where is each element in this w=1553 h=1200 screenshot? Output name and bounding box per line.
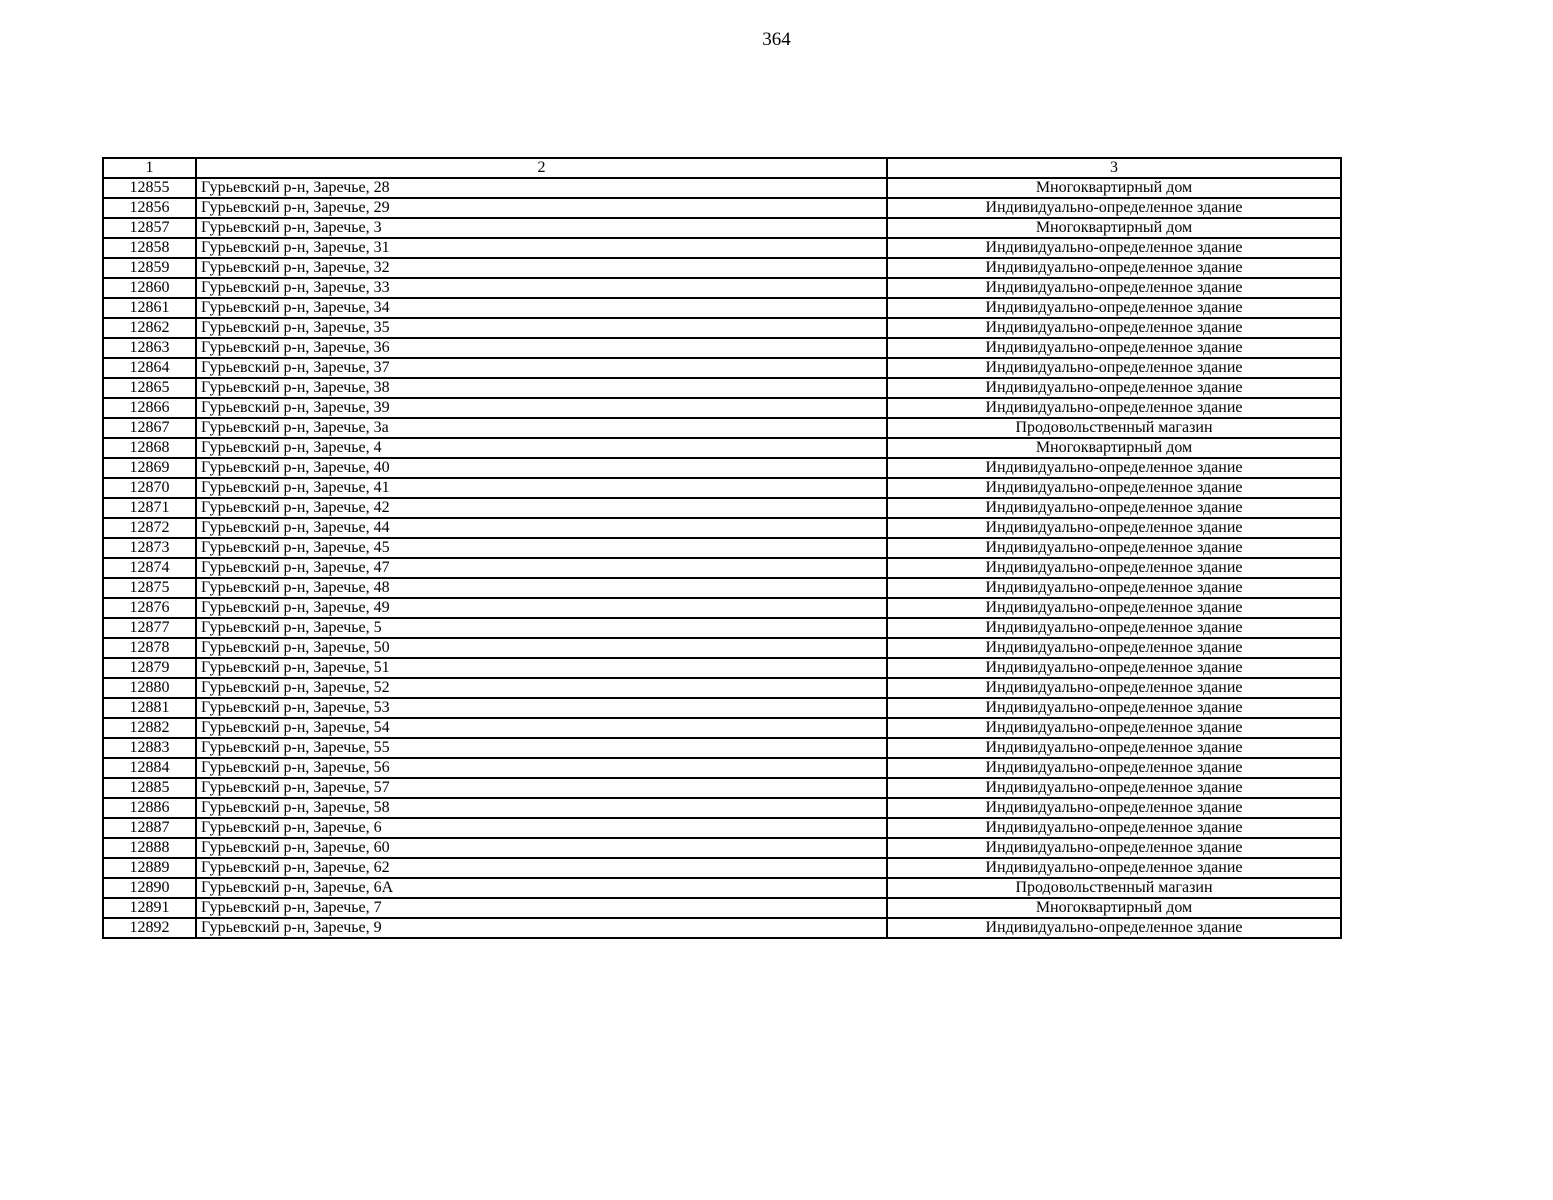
table-row bbox=[103, 478, 1341, 498]
table-row bbox=[103, 698, 1341, 718]
row-number-cell: 12867 bbox=[103, 418, 196, 438]
row-number-cell: 12890 bbox=[103, 878, 196, 898]
address-cell: Гурьевский р-н, Заречье, 31 bbox=[196, 238, 887, 258]
table-row bbox=[103, 898, 1341, 918]
row-number-cell: 12878 bbox=[103, 638, 196, 658]
table-row bbox=[103, 598, 1341, 618]
table-row bbox=[103, 378, 1341, 398]
table-row bbox=[103, 358, 1341, 378]
address-cell: Гурьевский р-н, Заречье, 50 bbox=[196, 638, 887, 658]
building-type-cell: Индивидуально-определенное здание bbox=[887, 318, 1341, 338]
building-type-cell: Индивидуально-определенное здание bbox=[887, 478, 1341, 498]
building-type-cell: Индивидуально-определенное здание bbox=[887, 658, 1341, 678]
table-row bbox=[103, 638, 1341, 658]
table-row bbox=[103, 918, 1341, 938]
address-cell: Гурьевский р-н, Заречье, 36 bbox=[196, 338, 887, 358]
building-type-cell: Индивидуально-определенное здание bbox=[887, 718, 1341, 738]
address-cell: Гурьевский р-н, Заречье, 56 bbox=[196, 758, 887, 778]
building-type-cell: Индивидуально-определенное здание bbox=[887, 678, 1341, 698]
address-cell: Гурьевский р-н, Заречье, 6 bbox=[196, 818, 887, 838]
building-type-cell: Индивидуально-определенное здание bbox=[887, 238, 1341, 258]
table-row bbox=[103, 658, 1341, 678]
building-type-cell: Многоквартирный дом bbox=[887, 438, 1341, 458]
table-row bbox=[103, 818, 1341, 838]
page-number: 364 bbox=[762, 29, 791, 50]
building-type-cell: Индивидуально-определенное здание bbox=[887, 638, 1341, 658]
row-number-cell: 12857 bbox=[103, 218, 196, 238]
column-number-3: 3 bbox=[887, 158, 1341, 178]
row-number-cell: 12884 bbox=[103, 758, 196, 778]
column-number-2: 2 bbox=[196, 158, 887, 178]
row-number-cell: 12861 bbox=[103, 298, 196, 318]
building-type-cell: Индивидуально-определенное здание bbox=[887, 578, 1341, 598]
row-number-cell: 12856 bbox=[103, 198, 196, 218]
row-number-cell: 12860 bbox=[103, 278, 196, 298]
address-cell: Гурьевский р-н, Заречье, 9 bbox=[196, 918, 887, 938]
building-type-cell: Индивидуально-определенное здание bbox=[887, 458, 1341, 478]
building-type-cell: Индивидуально-определенное здание bbox=[887, 758, 1341, 778]
row-number-cell: 12886 bbox=[103, 798, 196, 818]
address-cell: Гурьевский р-н, Заречье, 4 bbox=[196, 438, 887, 458]
table-row bbox=[103, 778, 1341, 798]
building-type-cell: Индивидуально-определенное здание bbox=[887, 498, 1341, 518]
address-cell: Гурьевский р-н, Заречье, 40 bbox=[196, 458, 887, 478]
address-cell: Гурьевский р-н, Заречье, 3 bbox=[196, 218, 887, 238]
address-cell: Гурьевский р-н, Заречье, 54 bbox=[196, 718, 887, 738]
row-number-cell: 12872 bbox=[103, 518, 196, 538]
row-number-cell: 12881 bbox=[103, 698, 196, 718]
registry-table bbox=[102, 157, 1342, 939]
address-cell: Гурьевский р-н, Заречье, 39 bbox=[196, 398, 887, 418]
address-cell: Гурьевский р-н, Заречье, 52 bbox=[196, 678, 887, 698]
row-number-cell: 12874 bbox=[103, 558, 196, 578]
address-cell: Гурьевский р-н, Заречье, 37 bbox=[196, 358, 887, 378]
row-number-cell: 12888 bbox=[103, 838, 196, 858]
address-cell: Гурьевский р-н, Заречье, 44 bbox=[196, 518, 887, 538]
address-cell: Гурьевский р-н, Заречье, 34 bbox=[196, 298, 887, 318]
address-cell: Гурьевский р-н, Заречье, 28 bbox=[196, 178, 887, 198]
address-cell: Гурьевский р-н, Заречье, 3а bbox=[196, 418, 887, 438]
building-type-cell: Индивидуально-определенное здание bbox=[887, 698, 1341, 718]
table-row bbox=[103, 518, 1341, 538]
table-row bbox=[103, 558, 1341, 578]
building-type-cell: Индивидуально-определенное здание bbox=[887, 258, 1341, 278]
address-cell: Гурьевский р-н, Заречье, 51 bbox=[196, 658, 887, 678]
building-type-cell: Индивидуально-определенное здание bbox=[887, 518, 1341, 538]
building-type-cell: Индивидуально-определенное здание bbox=[887, 358, 1341, 378]
row-number-cell: 12885 bbox=[103, 778, 196, 798]
row-number-cell: 12876 bbox=[103, 598, 196, 618]
building-type-cell: Индивидуально-определенное здание bbox=[887, 798, 1341, 818]
address-cell: Гурьевский р-н, Заречье, 41 bbox=[196, 478, 887, 498]
address-cell: Гурьевский р-н, Заречье, 29 bbox=[196, 198, 887, 218]
table-row bbox=[103, 618, 1341, 638]
row-number-cell: 12858 bbox=[103, 238, 196, 258]
address-cell: Гурьевский р-н, Заречье, 38 bbox=[196, 378, 887, 398]
table-row bbox=[103, 858, 1341, 878]
table-row bbox=[103, 838, 1341, 858]
row-number-cell: 12882 bbox=[103, 718, 196, 738]
row-number-cell: 12863 bbox=[103, 338, 196, 358]
column-number-1: 1 bbox=[103, 158, 196, 178]
row-number-cell: 12877 bbox=[103, 618, 196, 638]
row-number-cell: 12891 bbox=[103, 898, 196, 918]
building-type-cell: Индивидуально-определенное здание bbox=[887, 818, 1341, 838]
address-cell: Гурьевский р-н, Заречье, 32 bbox=[196, 258, 887, 278]
address-cell: Гурьевский р-н, Заречье, 7 bbox=[196, 898, 887, 918]
row-number-cell: 12892 bbox=[103, 918, 196, 938]
address-cell: Гурьевский р-н, Заречье, 47 bbox=[196, 558, 887, 578]
row-number-cell: 12889 bbox=[103, 858, 196, 878]
building-type-cell: Индивидуально-определенное здание bbox=[887, 298, 1341, 318]
building-type-cell: Индивидуально-определенное здание bbox=[887, 838, 1341, 858]
building-type-cell: Индивидуально-определенное здание bbox=[887, 198, 1341, 218]
table-row bbox=[103, 298, 1341, 318]
table-row bbox=[103, 338, 1341, 358]
building-type-cell: Индивидуально-определенное здание bbox=[887, 858, 1341, 878]
address-cell: Гурьевский р-н, Заречье, 49 bbox=[196, 598, 887, 618]
table-row bbox=[103, 418, 1341, 438]
address-cell: Гурьевский р-н, Заречье, 53 bbox=[196, 698, 887, 718]
table-row bbox=[103, 278, 1341, 298]
row-number-cell: 12880 bbox=[103, 678, 196, 698]
building-type-cell: Многоквартирный дом bbox=[887, 218, 1341, 238]
table-row bbox=[103, 398, 1341, 418]
building-type-cell: Многоквартирный дом bbox=[887, 178, 1341, 198]
address-cell: Гурьевский р-н, Заречье, 55 bbox=[196, 738, 887, 758]
building-type-cell: Индивидуально-определенное здание bbox=[887, 778, 1341, 798]
column-number-row bbox=[103, 158, 1341, 178]
address-cell: Гурьевский р-н, Заречье, 58 bbox=[196, 798, 887, 818]
address-cell: Гурьевский р-н, Заречье, 6А bbox=[196, 878, 887, 898]
table-row bbox=[103, 438, 1341, 458]
row-number-cell: 12879 bbox=[103, 658, 196, 678]
table-row bbox=[103, 318, 1341, 338]
address-cell: Гурьевский р-н, Заречье, 45 bbox=[196, 538, 887, 558]
building-type-cell: Индивидуально-определенное здание bbox=[887, 738, 1341, 758]
row-number-cell: 12875 bbox=[103, 578, 196, 598]
row-number-cell: 12862 bbox=[103, 318, 196, 338]
row-number-cell: 12871 bbox=[103, 498, 196, 518]
table-row bbox=[103, 178, 1341, 198]
address-cell: Гурьевский р-н, Заречье, 62 bbox=[196, 858, 887, 878]
address-cell: Гурьевский р-н, Заречье, 48 bbox=[196, 578, 887, 598]
table-row bbox=[103, 238, 1341, 258]
table-row bbox=[103, 498, 1341, 518]
table-row bbox=[103, 218, 1341, 238]
building-type-cell: Многоквартирный дом bbox=[887, 898, 1341, 918]
row-number-cell: 12864 bbox=[103, 358, 196, 378]
building-type-cell: Продовольственный магазин bbox=[887, 418, 1341, 438]
building-type-cell: Индивидуально-определенное здание bbox=[887, 398, 1341, 418]
table-row bbox=[103, 798, 1341, 818]
table-row bbox=[103, 738, 1341, 758]
address-cell: Гурьевский р-н, Заречье, 5 bbox=[196, 618, 887, 638]
row-number-cell: 12866 bbox=[103, 398, 196, 418]
table-row bbox=[103, 198, 1341, 218]
table-row bbox=[103, 458, 1341, 478]
row-number-cell: 12868 bbox=[103, 438, 196, 458]
row-number-cell: 12865 bbox=[103, 378, 196, 398]
address-cell: Гурьевский р-н, Заречье, 35 bbox=[196, 318, 887, 338]
address-cell: Гурьевский р-н, Заречье, 57 bbox=[196, 778, 887, 798]
building-type-cell: Индивидуально-определенное здание bbox=[887, 618, 1341, 638]
table-row bbox=[103, 718, 1341, 738]
row-number-cell: 12855 bbox=[103, 178, 196, 198]
address-cell: Гурьевский р-н, Заречье, 42 bbox=[196, 498, 887, 518]
building-type-cell: Индивидуально-определенное здание bbox=[887, 598, 1341, 618]
building-type-cell: Индивидуально-определенное здание bbox=[887, 918, 1341, 938]
row-number-cell: 12869 bbox=[103, 458, 196, 478]
table-row bbox=[103, 538, 1341, 558]
address-cell: Гурьевский р-н, Заречье, 60 bbox=[196, 838, 887, 858]
table-row bbox=[103, 878, 1341, 898]
building-type-cell: Индивидуально-определенное здание bbox=[887, 378, 1341, 398]
row-number-cell: 12883 bbox=[103, 738, 196, 758]
table-row bbox=[103, 678, 1341, 698]
table-row bbox=[103, 578, 1341, 598]
table-row bbox=[103, 258, 1341, 278]
row-number-cell: 12870 bbox=[103, 478, 196, 498]
row-number-cell: 12873 bbox=[103, 538, 196, 558]
table-row bbox=[103, 758, 1341, 778]
row-number-cell: 12887 bbox=[103, 818, 196, 838]
building-type-cell: Индивидуально-определенное здание bbox=[887, 338, 1341, 358]
registry-table-body bbox=[103, 158, 1341, 938]
building-type-cell: Продовольственный магазин bbox=[887, 878, 1341, 898]
row-number-cell: 12859 bbox=[103, 258, 196, 278]
building-type-cell: Индивидуально-определенное здание bbox=[887, 558, 1341, 578]
building-type-cell: Индивидуально-определенное здание bbox=[887, 538, 1341, 558]
building-type-cell: Индивидуально-определенное здание bbox=[887, 278, 1341, 298]
address-cell: Гурьевский р-н, Заречье, 33 bbox=[196, 278, 887, 298]
